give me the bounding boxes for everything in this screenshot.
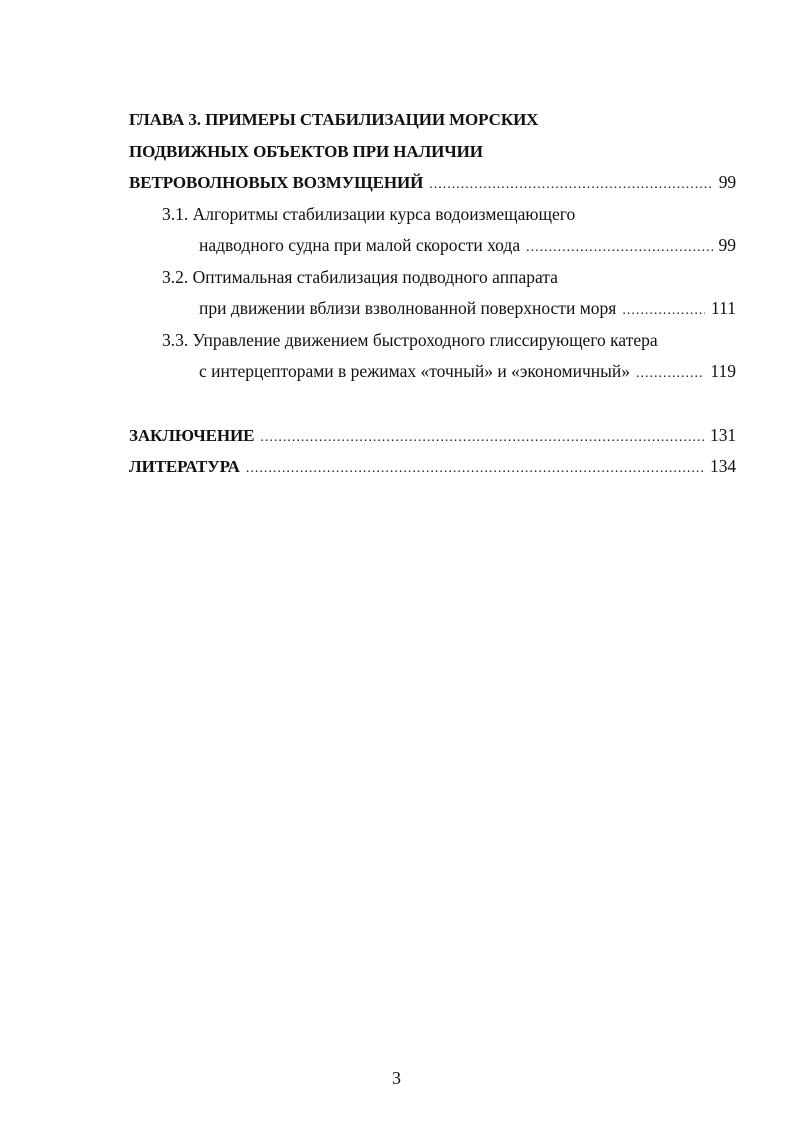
dot-leader <box>260 422 704 454</box>
section-3-3-title-line2: с интерцепторами в режимах «точный» и «экономичный» <box>199 361 630 381</box>
page-number: 3 <box>392 1068 401 1088</box>
section-3-1-entry[interactable] <box>129 230 736 262</box>
dot-leader <box>429 169 712 201</box>
conclusion-entry[interactable] <box>129 420 736 452</box>
chapter3-entry[interactable] <box>129 167 736 199</box>
vertical-spacer <box>129 388 736 420</box>
table-of-contents <box>129 104 736 483</box>
section-3-1-page-number: 99 <box>718 235 736 255</box>
section-3-3-page-number: 119 <box>710 361 736 381</box>
chapter3-title-line2: ПОДВИЖНЫХ ОБЪЕКТОВ ПРИ НАЛИЧИИ <box>129 141 483 161</box>
section-3-2-page-number: 111 <box>711 298 736 318</box>
section-3-3-entry[interactable] <box>129 356 736 388</box>
section-3-2-title-line2: при движении вблизи взволнованной поверхности моря <box>199 298 617 318</box>
section-3-1-title-line1: 3.1. Алгоритмы стабилизации курса водоизмещающего <box>162 203 576 224</box>
references-page-number: 134 <box>710 456 736 476</box>
section-3-2-entry[interactable] <box>129 293 736 325</box>
dot-leader <box>246 453 704 485</box>
dot-leader <box>636 358 704 390</box>
chapter3-title-line1: ГЛАВА 3. ПРИМЕРЫ СТАБИЛИЗАЦИИ МОРСКИХ <box>129 110 539 129</box>
chapter3-title-line3: ВЕТРОВОЛНОВЫХ ВОЗМУЩЕНИЙ <box>129 173 424 192</box>
conclusion-page-number: 131 <box>710 424 736 445</box>
section-3-2-title-line1: 3.2. Оптимальная стабилизация подводного аппарата <box>162 266 558 287</box>
section-3-1-title-line2: надводного судна при малой скорости хода <box>199 235 521 255</box>
dot-leader <box>622 295 705 327</box>
references-title: ЛИТЕРАТУРА <box>129 457 240 476</box>
section-3-3-title-line1: 3.3. Управление движением быстроходного глиссирующего катера <box>162 329 658 350</box>
references-entry[interactable] <box>129 451 736 483</box>
dot-leader <box>526 232 712 264</box>
chapter3-page-number: 99 <box>718 172 736 192</box>
conclusion-title: ЗАКЛЮЧЕНИЕ <box>129 425 255 445</box>
